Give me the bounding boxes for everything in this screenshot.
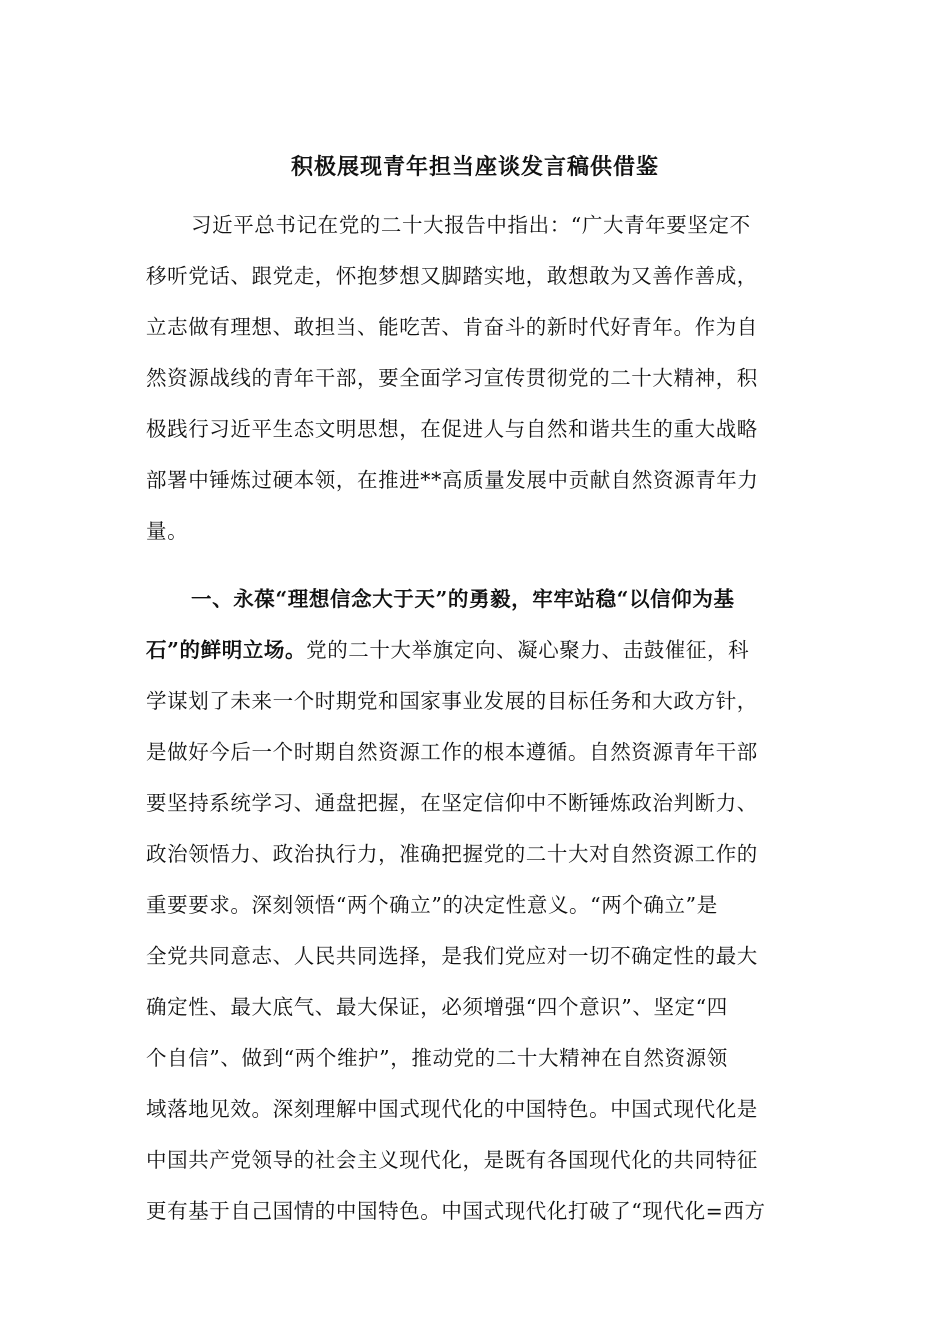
section-heading: 一、永葆“理想信念大于天”的勇毅，牢牢站稳“以信仰为基 [191,587,735,611]
section-line: 要坚持系统学习、通盘把握，在坚定信仰中不断锤炼政治判断力、 [146,791,758,815]
section-line: 学谋划了未来一个时期党和国家事业发展的目标任务和大政方针， [146,689,758,713]
section-line: 确定性、最大底气、最大保证，必须增强“四个意识”、坚定“四 [146,995,728,1019]
section-body-start: 党的二十大举旗定向、凝心聚力、击鼓催征，科 [306,638,750,662]
section-line: 更有基于自己国情的中国特色。中国式现代化打破了“现代化=西方 [146,1199,766,1223]
section-line: 重要要求。深刻领悟“两个确立”的决定性意义。“两个确立”是 [146,893,718,917]
section-heading-continuation [146,634,806,685]
intro-line: 极践行习近平生态文明思想，在促进人与自然和谐共生的重大战略 [146,417,758,441]
section-line: 政治领悟力、政治执行力，准确把握党的二十大对自然资源工作的 [146,842,758,866]
document-title: 积极展现青年担当座谈发言稿供借鉴 [290,154,659,180]
section-line: 是做好今后一个时期自然资源工作的根本遵循。自然资源青年干部 [146,740,758,764]
intro-line: 习近平总书记在党的二十大报告中指出：“广大青年要坚定不 [191,213,751,237]
document-body [146,209,806,1246]
section-line: 域落地见效。深刻理解中国式现代化的中国特色。中国式现代化是 [146,1097,758,1121]
intro-line: 然资源战线的青年干部，要全面学习宣传贯彻党的二十大精神，积 [146,366,758,390]
section-line: 中国共产党领导的社会主义现代化，是既有各国现代化的共同特征 [146,1148,758,1172]
section-heading-end: 石”的鲜明立场。 [146,638,307,662]
paragraph-gap [146,566,806,583]
section-line: 全党共同意志、人民共同选择，是我们党应对一切不确定性的最大 [146,944,758,968]
intro-line: 移听党话、跟党走，怀抱梦想又脚踏实地，敢想敢为又善作善成， [146,264,758,288]
section-line: 个自信”、做到“两个维护”，推动党的二十大精神在自然资源领 [146,1046,728,1070]
intro-line: 部署中锤炼过硬本领，在推进**高质量发展中贡献自然资源青年力 [146,468,759,492]
intro-line: 量。 [146,519,189,543]
intro-line: 立志做有理想、敢担当、能吃苦、肯奋斗的新时代好青年。作为自 [146,315,758,339]
